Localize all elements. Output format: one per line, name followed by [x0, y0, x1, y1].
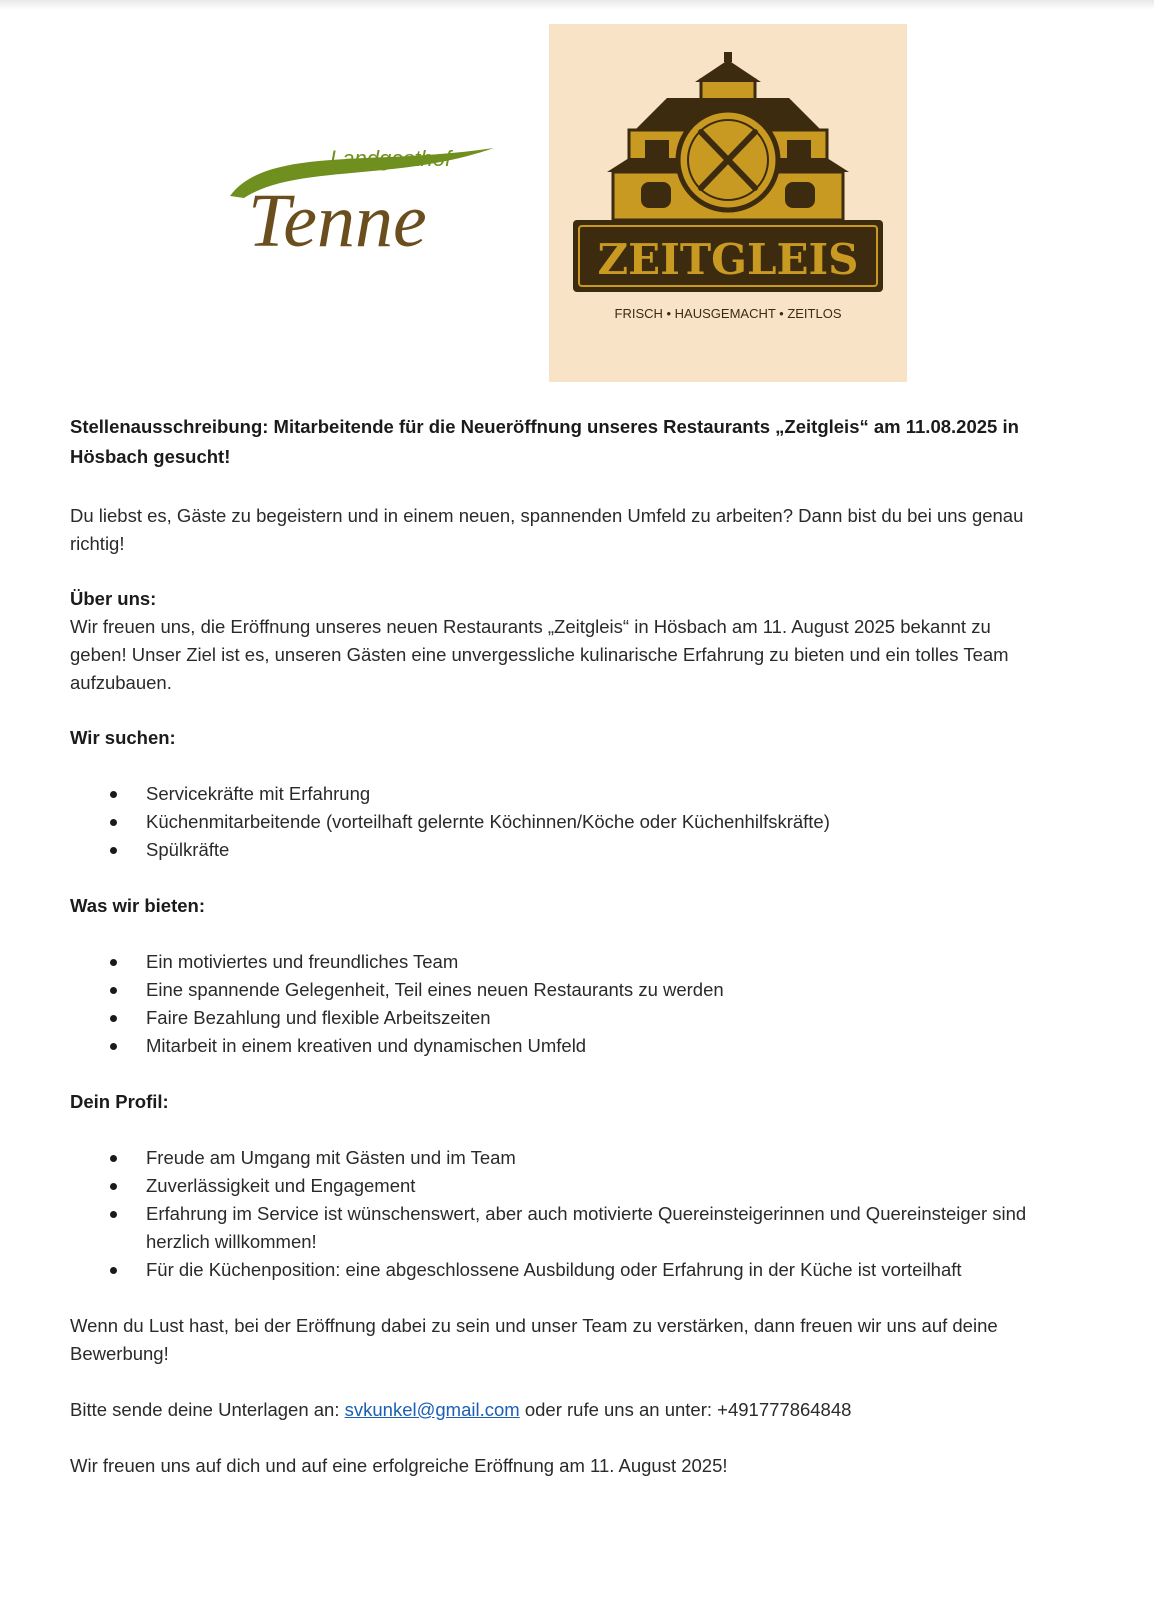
seeking-list: [70, 780, 1050, 864]
list-item: Servicekräfte mit Erfahrung: [70, 780, 1050, 808]
offer-title: Was wir bieten:: [70, 895, 206, 916]
intro-paragraph: Du liebst es, Gäste zu begeistern und in einem neuen, spannenden Umfeld zu arbeiten? Dann bist du bei uns genau richtig!: [70, 505, 1024, 554]
offer-list: [70, 948, 1050, 1060]
profile-title: Dein Profil:: [70, 1091, 169, 1112]
list-item: Für die Küchenposition: eine abgeschlossene Ausbildung oder Erfahrung in der Küche ist vorteilhaft: [70, 1256, 1050, 1284]
about-text: Wir freuen uns, die Eröffnung unseres neuen Restaurants „Zeitgleis“ in Hösbach am 11. August 2025 bekannt zu geben! Unser Ziel ist es, unseren Gästen eine unvergessliche kulinarische Erfahrung zu bieten und ein tolles Team aufzubauen.: [70, 616, 1009, 693]
list-item: Mitarbeit in einem kreativen und dynamischen Umfeld: [70, 1032, 1050, 1060]
list-item: Küchenmitarbeitende (vorteilhaft gelernte Köchinnen/Köche oder Küchenhilfskräfte): [70, 808, 1050, 836]
closing-paragraph: Wenn du Lust hast, bei der Eröffnung dabei zu sein und unser Team zu verstärken, dann freuen wir uns auf deine Bewerbung!: [70, 1315, 998, 1364]
seeking-title: Wir suchen:: [70, 727, 176, 748]
contact-line: [70, 1396, 1050, 1424]
contact-prefix: Bitte sende deine Unterlagen an:: [70, 1399, 340, 1420]
list-item: Faire Bezahlung und flexible Arbeitszeiten: [70, 1004, 1050, 1032]
list-item: Erfahrung im Service ist wünschenswert, aber auch motivierte Quereinsteigerinnen und Quereinsteiger sind herzlich willkommen!: [70, 1200, 1050, 1256]
phone-number: +491777864848: [717, 1399, 852, 1420]
final-paragraph: Wir freuen uns auf dich und auf eine erfolgreiche Eröffnung am 11. August 2025!: [70, 1455, 728, 1476]
contact-middle: oder rufe uns an unter:: [524, 1399, 713, 1420]
tenne-logo-small-text: Landgasthof: [330, 146, 452, 171]
page-top-shadow: [0, 0, 1154, 10]
job-posting: [70, 412, 1050, 1480]
list-item: Spülkräfte: [70, 836, 1050, 864]
list-item: Ein motiviertes und freundliches Team: [70, 948, 1050, 976]
about-title: Über uns:: [70, 588, 157, 609]
page-title: Stellenausschreibung: Mitarbeitende für die Neueröffnung unseres Restaurants „Zeitgleis“ am 11.08.2025 in Hösbach gesucht!: [70, 416, 1019, 467]
list-item: Zuverlässigkeit und Engagement: [70, 1172, 1050, 1200]
email-link[interactable]: svkunkel@gmail.com: [344, 1399, 520, 1420]
tenne-logo: [226, 138, 506, 258]
list-item: Eine spannende Gelegenheit, Teil eines neuen Restaurants zu werden: [70, 976, 1050, 1004]
list-item: Freude am Umgang mit Gästen und im Team: [70, 1144, 1050, 1172]
building-icon: [607, 52, 849, 220]
zeitgleis-logo: [549, 24, 907, 382]
zeitgleis-logo-tagline: FRISCH • HAUSGEMACHT • ZEITLOS: [614, 306, 842, 321]
tenne-logo-big-text: Tenne: [248, 179, 427, 258]
zeitgleis-logo-name: ZEITGLEIS: [597, 235, 859, 284]
profile-list: [70, 1144, 1050, 1284]
